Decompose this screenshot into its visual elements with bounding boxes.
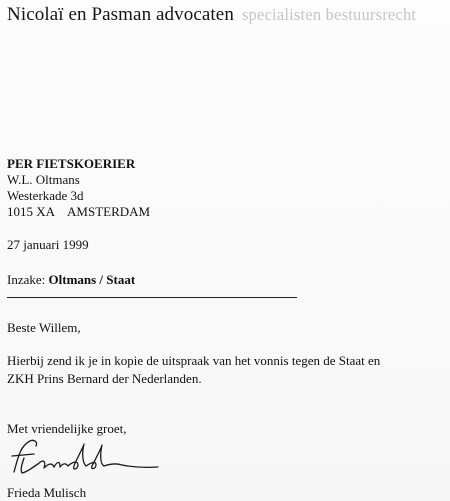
recipient-city-line	[7, 204, 150, 220]
subject-label: Inzake:	[7, 272, 46, 287]
recipient-name: W.L. Oltmans	[7, 172, 80, 187]
handwritten-signature	[8, 438, 168, 478]
body-line-1: Hierbij zend ik je in kopie de uitspraak van het vonnis tegen de Staat en	[7, 353, 381, 368]
firm-name: Nicolaï en Pasman advocaten	[7, 4, 234, 25]
sender-name: Frieda Mulisch	[7, 485, 87, 500]
subject-value: Oltmans / Staat	[48, 272, 136, 287]
subject-line	[7, 272, 135, 288]
closing: Met vriendelijke groet,	[7, 421, 127, 436]
delivery-method: PER FIETSKOERIER	[7, 156, 136, 171]
salutation: Beste Willem,	[7, 320, 81, 335]
letterhead	[7, 2, 416, 28]
firm-tagline: specialisten bestuursrecht	[241, 5, 417, 24]
letter-date: 27 januari 1999	[7, 237, 89, 252]
recipient-street: Westerkade 3d	[7, 188, 84, 203]
divider-rule	[7, 297, 297, 298]
body-line-2: ZKH Prins Bernard der Nederlanden.	[7, 371, 202, 386]
recipient-city: AMSTERDAM	[67, 204, 151, 219]
recipient-postcode: 1015 XA	[7, 204, 56, 219]
